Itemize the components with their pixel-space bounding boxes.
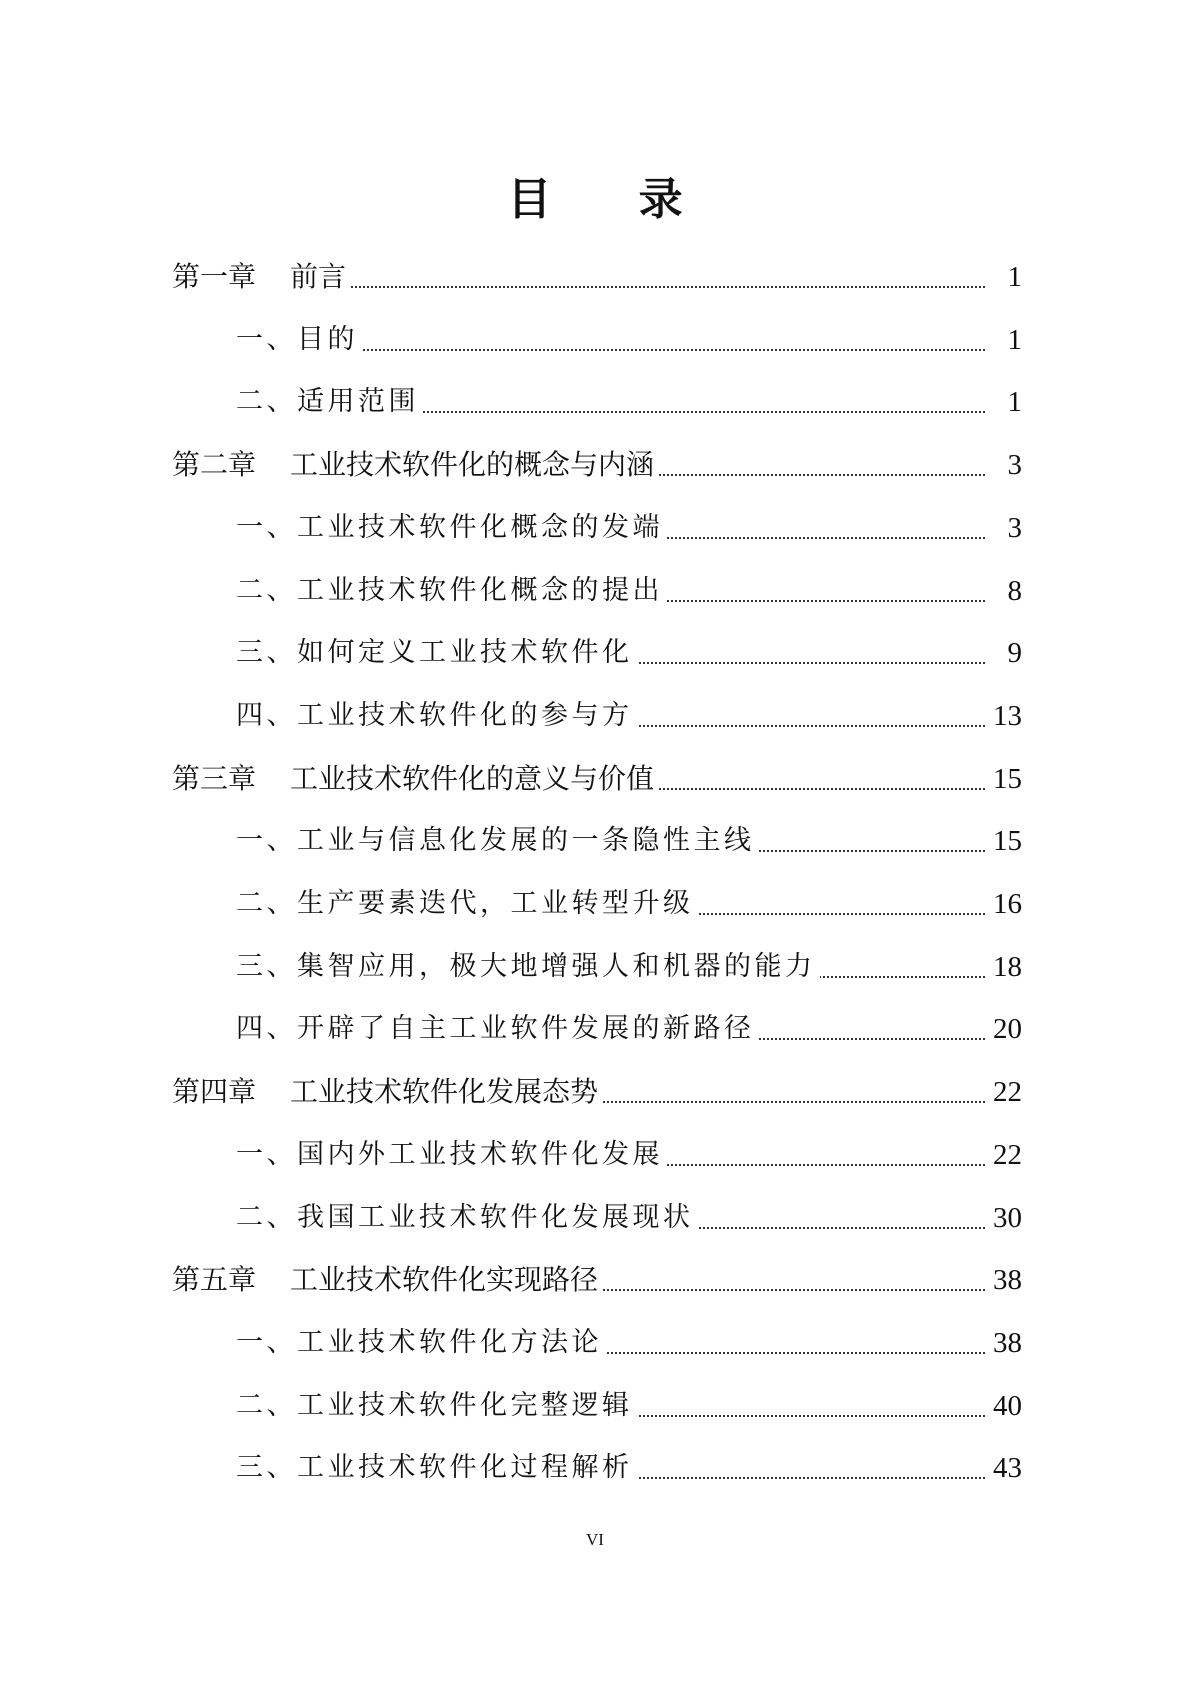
toc-page-number: 13 [989, 696, 1022, 736]
toc-entry-title [172, 759, 658, 799]
toc-page-number: 3 [1004, 508, 1023, 548]
dot-leader [300, 349, 985, 351]
chapter-title: 前言 [290, 260, 347, 293]
toc-page-number: 8 [1004, 571, 1023, 611]
toc-page-number: 16 [989, 884, 1022, 924]
toc-page-number: 3 [1004, 445, 1023, 485]
toc-entry[interactable] [0, 947, 1190, 987]
chapter-number: 第三章 [172, 761, 257, 795]
toc-entry-title [172, 445, 658, 485]
section-title: 三、集智应用，极大地增强人和机器的能力 [236, 947, 820, 987]
section-title: 一、国内外工业技术软件化发展 [236, 1135, 667, 1175]
toc-entry[interactable] [0, 1323, 1190, 1363]
toc-page-number: 38 [989, 1323, 1022, 1363]
toc-entry[interactable] [0, 1009, 1190, 1049]
toc-entry-title [172, 1072, 602, 1112]
chapter-number: 第一章 [172, 260, 257, 293]
toc-page-number: 30 [989, 1198, 1022, 1238]
dot-leader [300, 286, 985, 288]
toc-page-number: 15 [989, 821, 1022, 861]
toc-page-number: 15 [989, 759, 1022, 799]
toc-page-number: 43 [989, 1448, 1022, 1488]
toc-entry[interactable] [0, 821, 1190, 861]
toc-page-number: 20 [989, 1009, 1022, 1049]
chapter-title: 工业技术软件化的概念与内涵 [290, 448, 655, 482]
section-title: 四、开辟了自主工业软件发展的新路径 [236, 1009, 759, 1049]
section-title: 一、工业技术软件化概念的发端 [236, 508, 667, 548]
toc-entry[interactable] [0, 1072, 1190, 1112]
toc-entry[interactable] [0, 257, 1190, 297]
section-title: 一、目的 [236, 320, 362, 360]
toc-entry[interactable] [0, 445, 1190, 485]
chapter-title: 工业技术软件化的意义与价值 [290, 761, 655, 795]
section-title: 一、工业与信息化发展的一条隐性主线 [236, 821, 759, 861]
section-title: 二、我国工业技术软件化发展现状 [236, 1198, 698, 1238]
toc-entry[interactable] [0, 696, 1190, 736]
toc-entry[interactable] [0, 884, 1190, 924]
toc-entry[interactable] [0, 320, 1190, 360]
section-title: 三、如何定义工业技术软件化 [236, 633, 637, 673]
toc-entry[interactable] [0, 633, 1190, 673]
toc-entry[interactable] [0, 508, 1190, 548]
toc-entry[interactable] [0, 571, 1190, 611]
toc-entry[interactable] [0, 1198, 1190, 1238]
toc-page-number: 1 [1004, 257, 1023, 297]
toc-page-number: 18 [989, 947, 1022, 987]
page-number-footer: VI [586, 1530, 604, 1549]
toc-page-number: 9 [1004, 633, 1023, 673]
section-title: 二、适用范围 [236, 382, 423, 422]
chapter-number: 第二章 [172, 448, 257, 482]
toc-entry-title [172, 1260, 602, 1300]
toc-page-number: 1 [1004, 382, 1023, 422]
toc-entry[interactable] [0, 759, 1190, 799]
section-title: 四、工业技术软件化的参与方 [236, 696, 637, 736]
toc-entry[interactable] [0, 1260, 1190, 1300]
toc-entry[interactable] [0, 1135, 1190, 1175]
section-title: 一、工业技术软件化方法论 [236, 1323, 606, 1363]
toc-page-number: 38 [989, 1260, 1022, 1300]
section-title: 二、工业技术软件化概念的提出 [236, 571, 667, 611]
toc-page-number: 22 [989, 1072, 1022, 1112]
page-title: 目 录 [507, 174, 719, 225]
toc-entry[interactable] [0, 1386, 1190, 1426]
section-title: 二、工业技术软件化完整逻辑 [236, 1386, 637, 1426]
section-title: 三、工业技术软件化过程解析 [236, 1448, 637, 1488]
chapter-number: 第四章 [172, 1075, 257, 1109]
chapter-title: 工业技术软件化实现路径 [290, 1263, 599, 1297]
chapter-title: 工业技术软件化发展态势 [290, 1075, 599, 1109]
toc-entry[interactable] [0, 382, 1190, 422]
section-title: 二、生产要素迭代，工业转型升级 [236, 884, 698, 924]
toc-entry[interactable] [0, 1448, 1190, 1488]
chapter-number: 第五章 [172, 1263, 257, 1297]
toc-page-number: 22 [989, 1135, 1022, 1175]
toc-entry-title [172, 257, 350, 297]
toc-page-number: 40 [989, 1386, 1022, 1426]
toc-page-number: 1 [1004, 320, 1023, 360]
